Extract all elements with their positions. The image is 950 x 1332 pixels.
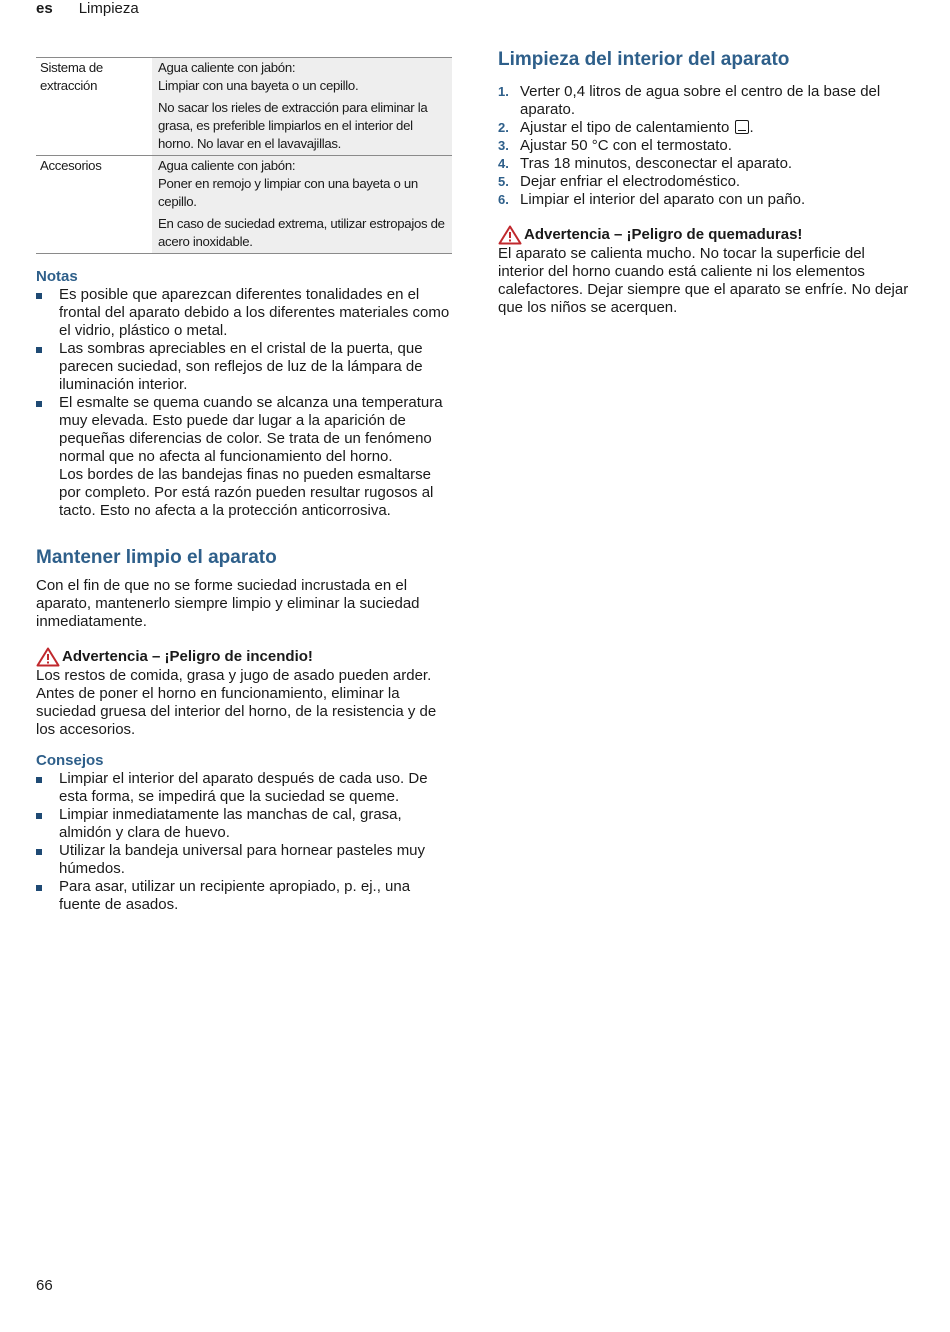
list-item: Limpiar inmediatamente las manchas de cal, grasa, almidón y clara de huevo. <box>36 806 452 842</box>
step-text: Verter 0,4 litros de agua sobre el centro de la base del aparato. <box>520 83 881 118</box>
step-item <box>498 119 912 137</box>
keep-clean-intro: Con el fin de que no se forme suciedad incrustada en el aparato, mantenerlo siempre limpio y eliminar la suciedad inmediatamente. <box>36 577 420 630</box>
step-text: Tras 18 minutos, desconectar el aparato. <box>520 155 793 172</box>
step-number: 3. <box>498 138 509 153</box>
table-cell-desc <box>152 58 452 156</box>
left-column <box>36 57 452 914</box>
notes-section <box>36 268 452 520</box>
list-item <box>36 394 452 520</box>
right-column <box>498 49 912 317</box>
step-number: 4. <box>498 156 509 171</box>
step-suffix: . <box>749 119 754 136</box>
table-cell-name: Accesorios <box>36 156 152 254</box>
step-item <box>498 83 912 119</box>
warning-triangle-icon <box>498 225 522 245</box>
step-item <box>498 173 912 191</box>
notes-title: Notas <box>36 268 78 285</box>
language-label: es <box>36 0 53 17</box>
step-text: Limpiar el interior del aparato con un paño. <box>520 191 806 208</box>
page-header <box>36 0 139 18</box>
tips-list <box>36 770 452 914</box>
keep-clean-section <box>36 547 452 914</box>
burn-warning-title: Advertencia – ¡Peligro de quemaduras! <box>524 226 803 243</box>
fire-warning-title: Advertencia – ¡Peligro de incendio! <box>62 648 313 665</box>
step-text: Ajustar 50 °C con el termostato. <box>520 137 732 154</box>
table-row <box>36 156 452 254</box>
table-desc-paragraph: No sacar los rieles de extracción para eliminar la grasa, es preferible limpiarlos en el interior del horno. No lavar en el lavavajillas. <box>158 100 428 151</box>
table-cell-desc <box>152 156 452 254</box>
list-item: Es posible que aparezcan diferentes tonalidades en el frontal del aparato debido a los diferentes materiales como el vidrio, plástico o metal. <box>36 286 452 340</box>
step-item <box>498 191 912 209</box>
step-number: 6. <box>498 192 509 207</box>
fire-warning <box>36 647 452 739</box>
warning-triangle-icon <box>36 647 60 667</box>
tips-title: Consejos <box>36 752 104 769</box>
fire-warning-text: Los restos de comida, grasa y jugo de asado pueden arder. Antes de poner el horno en funcionamiento, eliminar la suciedad gruesa del interior del horno, de la resistencia y de los accesorios. <box>36 667 437 738</box>
step-item <box>498 155 912 173</box>
page-number: 66 <box>36 1277 53 1294</box>
list-item: Las sombras apreciables en el cristal de la puerta, que parecen suciedad, son reflejos de luz de la lámpara de iluminación interior. <box>36 340 452 394</box>
interior-steps <box>498 83 912 209</box>
list-item: Para asar, utilizar un recipiente apropiado, p. ej., una fuente de asados. <box>36 878 452 914</box>
table-row <box>36 58 452 156</box>
step-number: 1. <box>498 84 509 99</box>
list-item-extra: Los bordes de las bandejas finas no pueden esmaltarse por completo. Por está razón pueden resultar rugosos al tacto. Esto no afecta a la protección anticorrosiva. <box>59 466 434 519</box>
cleaning-table <box>36 57 452 254</box>
step-text: Dejar enfriar el electrodoméstico. <box>520 173 741 190</box>
list-item: Limpiar el interior del aparato después de cada uso. De esta forma, se impedirá que la suciedad se queme. <box>36 770 452 806</box>
table-cell-name: Sistema de extracción <box>36 58 152 156</box>
interior-title: Limpieza del interior del aparato <box>498 49 790 70</box>
list-item-text: El esmalte se quema cuando se alcanza una temperatura muy elevada. Esto puede dar lugar a la aparición de pequeñas diferencias de color. Se trata de un fenómeno normal que no afecta al funcionamiento del horno. <box>59 394 443 465</box>
bottom-heat-icon <box>735 120 749 134</box>
burn-warning <box>498 225 912 317</box>
table-desc-paragraph: Agua caliente con jabón: Limpiar con una bayeta o un cepillo. <box>158 60 359 93</box>
burn-warning-text: El aparato se calienta mucho. No tocar la superficie del interior del horno cuando está caliente ni los elementos calefactores. Dejar siempre que el aparato se enfríe. No dejar que los niños se acerquen. <box>498 245 909 316</box>
list-item: Utilizar la bandeja universal para hornear pasteles muy húmedos. <box>36 842 452 878</box>
table-desc-paragraph: En caso de suciedad extrema, utilizar estropajos de acero inoxidable. <box>158 216 445 249</box>
step-number: 2. <box>498 120 509 135</box>
table-desc-paragraph: Agua caliente con jabón: Poner en remojo y limpiar con una bayeta o un cepillo. <box>158 158 418 209</box>
section-label: Limpieza <box>78 0 139 17</box>
step-text: Ajustar el tipo de calentamiento <box>520 119 730 136</box>
step-item <box>498 137 912 155</box>
tips-section <box>36 752 452 914</box>
step-number: 5. <box>498 174 509 189</box>
keep-clean-title: Mantener limpio el aparato <box>36 547 277 568</box>
notes-list <box>36 286 452 520</box>
